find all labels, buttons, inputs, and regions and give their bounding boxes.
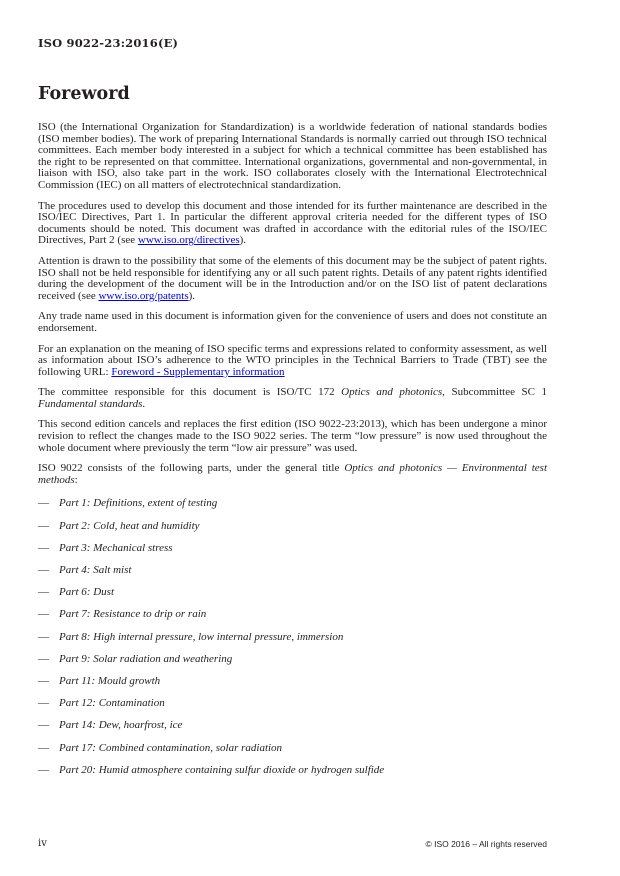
paragraph-parts-intro: ISO 9022 consists of the following parts, under the general title Optics and photonics — Environmental test methods: bbox=[38, 462, 547, 486]
paragraph-conformity: For an explanation on the meaning of ISO specific terms and expressions related to conformity assessment, as well as information about ISO’s adherence to the WTO principles in the Technical Barriers to Trade (TBT) see the following URL: Foreword - Supplementary information bbox=[38, 342, 547, 378]
list-item: — Part 2: Cold, heat and humidity bbox=[38, 519, 200, 532]
directives-link[interactable]: www.iso.org/directives bbox=[137, 234, 240, 247]
list-item: — Part 12: Contamination bbox=[38, 697, 165, 710]
paragraph-procedures: The procedures used to develop this document and those intended for its further maintenance are described in the ISO/IEC Directives, Part 1. In particular the different approval criteria needed for the different types of ISO documents should be noted. This document was drafted in accordance with the editorial rules of the ISO/IEC Directives, Part 2 (see www.iso.org/directives). bbox=[38, 199, 547, 247]
paragraph-committee: The committee responsible for this document is ISO/TC 172 Optics and photonics, Subcommittee SC 1 Fundamental standards. bbox=[38, 386, 547, 410]
patents-link[interactable]: www.iso.org/patents bbox=[98, 289, 189, 302]
foreword-body bbox=[38, 122, 547, 787]
list-item: — Part 20: Humid atmosphere containing sulfur dioxide or hydrogen sulfide bbox=[38, 763, 385, 776]
list-item: — Part 14: Dew, hoarfrost, ice bbox=[38, 719, 183, 732]
list-item: — Part 8: High internal pressure, low internal pressure, immersion bbox=[38, 630, 344, 643]
list-item: — Part 3: Mechanical stress bbox=[38, 541, 173, 554]
page-number: iv bbox=[38, 838, 47, 849]
paragraph-iso-overview: ISO (the International Organization for Standardization) is a worldwide federation of national standards bodies (ISO member bodies). The work of preparing International Standards is normally carried out through ISO technical committees. Each member body interested in a subject for which a technical committee has been established has the right to be represented on that committee. International organizations, governmental and non-governmental, in liaison with ISO, also take part in the work. ISO collaborates closely with the International Electrotechnical Commission (IEC) on all matters of electrotechnical standardization. bbox=[38, 121, 547, 191]
list-item: — Part 9: Solar radiation and weathering bbox=[38, 652, 233, 665]
parts-list bbox=[38, 498, 547, 786]
list-item: — Part 7: Resistance to drip or rain bbox=[38, 608, 207, 621]
paragraph-edition: This second edition cancels and replaces the first edition (ISO 9022-23:2013), which has been undergone a minor revision to reflect the changes made to the ISO 9022 series. The term “low pressure” is now used throughout the whole document where previously the term “low air pressure” was used. bbox=[38, 418, 547, 454]
page-title: Foreword bbox=[38, 84, 130, 104]
paragraph-patents: Attention is drawn to the possibility that some of the elements of this document may be the subject of patent rights. ISO shall not be held responsible for identifying any or all such patent rights. Details of any patent rights identified during the development of the document will be in the Introduction and/or on the ISO list of patent declarations received (see www.iso.org/patents). bbox=[38, 254, 547, 302]
list-item: — Part 1: Definitions, extent of testing bbox=[38, 497, 218, 510]
paragraph-trade-name: Any trade name used in this document is information given for the convenience of users and does not constitute an endorsement. bbox=[38, 310, 547, 334]
list-item: — Part 11: Mould growth bbox=[38, 674, 161, 687]
copyright-notice: © ISO 2016 – All rights reserved bbox=[425, 839, 547, 849]
list-item: — Part 17: Combined contamination, solar radiation bbox=[38, 741, 283, 754]
document-id-header: ISO 9022-23:2016(E) bbox=[38, 36, 179, 50]
supplementary-info-link[interactable]: Foreword - Supplementary information bbox=[111, 365, 285, 378]
list-item: — Part 4: Salt mist bbox=[38, 564, 132, 576]
list-item: — Part 6: Dust bbox=[38, 586, 114, 599]
